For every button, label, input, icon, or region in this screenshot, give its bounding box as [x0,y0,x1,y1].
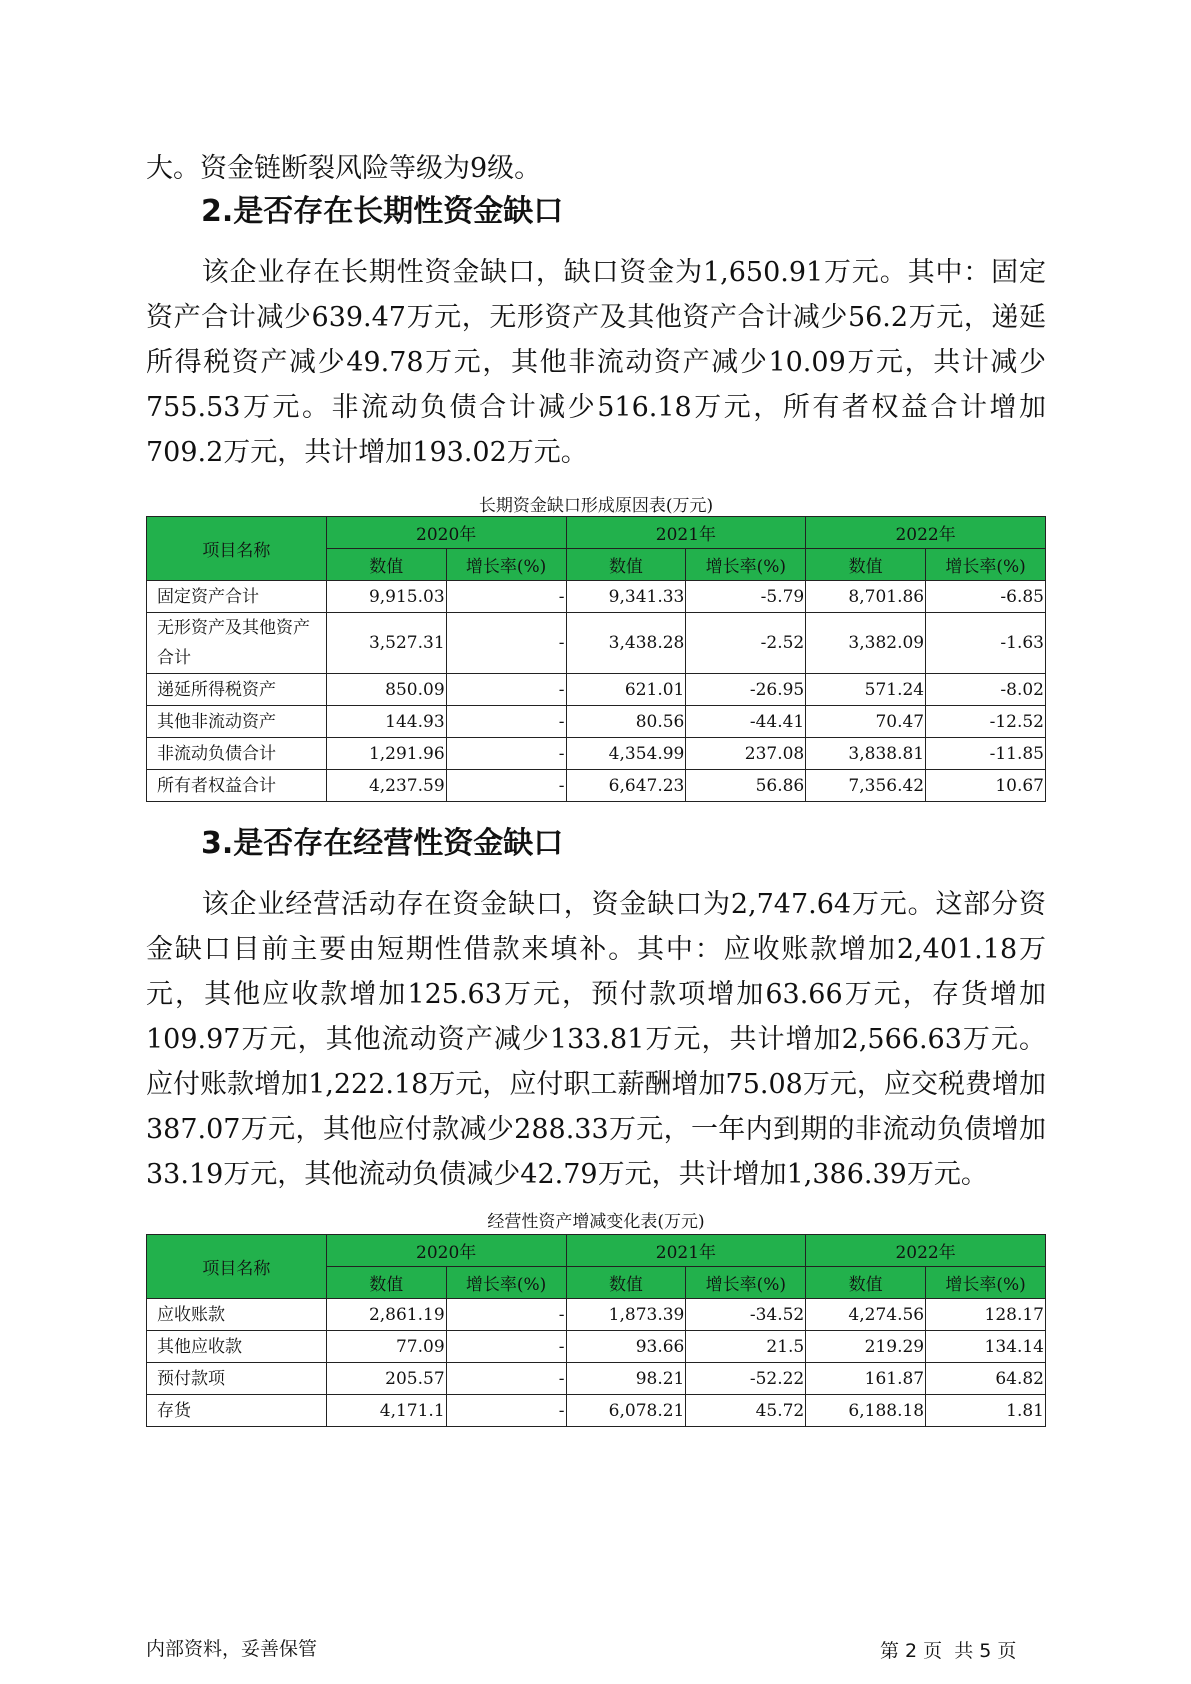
header-value: 数值 [566,1267,686,1299]
intro-paragraph: 大。资金链断裂风险等级为9级。 [146,153,542,184]
row-item-name: 其他非流动资产 [147,706,327,738]
table-row [147,613,1046,674]
value-cell: 4,171.1 [326,1395,446,1427]
growth-rate-cell: -1.63 [926,613,1046,674]
growth-rate-cell: -26.95 [686,674,806,706]
header-growth: 增长率(%) [926,1267,1046,1299]
header-year-2022: 2022年 [806,517,1046,549]
footer-confidential-note: 内部资料，妥善保管 [146,1638,318,1660]
value-cell: 4,354.99 [566,738,686,770]
growth-rate-cell: -8.02 [926,674,1046,706]
row-item-name: 所有者权益合计 [147,770,327,802]
table-row [147,674,1046,706]
row-item-name: 非流动负债合计 [147,738,327,770]
header-growth: 增长率(%) [686,549,806,581]
header-value: 数值 [806,1267,926,1299]
footer-page-number: 第 2 页 共 5 页 [880,1640,1017,1662]
growth-rate-cell: 1.81 [926,1395,1046,1427]
header-year-2020: 2020年 [326,517,566,549]
table-row [147,1299,1046,1331]
table1-body [147,581,1046,802]
growth-rate-cell: 64.82 [926,1363,1046,1395]
header-value: 数值 [806,549,926,581]
value-cell: 6,188.18 [806,1395,926,1427]
value-cell: 7,356.42 [806,770,926,802]
value-cell: 2,861.19 [326,1299,446,1331]
value-cell: 621.01 [566,674,686,706]
table2-body [147,1299,1046,1427]
growth-rate-cell: - [446,674,566,706]
row-item-name: 固定资产合计 [147,581,327,613]
growth-rate-cell: - [446,1395,566,1427]
header-value: 数值 [326,1267,446,1299]
value-cell: 3,527.31 [326,613,446,674]
value-cell: 80.56 [566,706,686,738]
growth-rate-cell: -44.41 [686,706,806,738]
header-value: 数值 [566,549,686,581]
table-row [147,770,1046,802]
header-year-2021: 2021年 [566,517,806,549]
table-row [147,1363,1046,1395]
table2-caption: 经营性资产增减变化表(万元) [487,1212,705,1232]
growth-rate-cell: 237.08 [686,738,806,770]
growth-rate-cell: -34.52 [686,1299,806,1331]
growth-rate-cell: - [446,770,566,802]
value-cell: 8,701.86 [806,581,926,613]
table-row [147,706,1046,738]
header-year-2022: 2022年 [806,1235,1046,1267]
value-cell: 571.24 [806,674,926,706]
growth-rate-cell: -6.85 [926,581,1046,613]
value-cell: 3,438.28 [566,613,686,674]
table-row [147,738,1046,770]
value-cell: 9,915.03 [326,581,446,613]
growth-rate-cell: 45.72 [686,1395,806,1427]
value-cell: 4,274.56 [806,1299,926,1331]
header-growth: 增长率(%) [926,549,1046,581]
growth-rate-cell: 21.5 [686,1331,806,1363]
row-item-name: 无形资产及其他资产合计 [147,613,327,674]
table-row [147,1395,1046,1427]
growth-rate-cell: 134.14 [926,1331,1046,1363]
growth-rate-cell: -12.52 [926,706,1046,738]
value-cell: 161.87 [806,1363,926,1395]
growth-rate-cell: -2.52 [686,613,806,674]
growth-rate-cell: 10.67 [926,770,1046,802]
value-cell: 1,873.39 [566,1299,686,1331]
table-row [147,1331,1046,1363]
value-cell: 9,341.33 [566,581,686,613]
section3-heading: 3.是否存在经营性资金缺口 [201,826,564,861]
row-item-name: 存货 [147,1395,327,1427]
growth-rate-cell: -11.85 [926,738,1046,770]
header-growth: 增长率(%) [446,549,566,581]
header-item-name: 项目名称 [147,517,327,581]
value-cell: 144.93 [326,706,446,738]
row-item-name: 递延所得税资产 [147,674,327,706]
growth-rate-cell: - [446,706,566,738]
table-row [147,581,1046,613]
growth-rate-cell: - [446,581,566,613]
value-cell: 4,237.59 [326,770,446,802]
growth-rate-cell: - [446,1299,566,1331]
operating-assets-table [146,1234,1046,1427]
value-cell: 1,291.96 [326,738,446,770]
growth-rate-cell: - [446,613,566,674]
value-cell: 6,647.23 [566,770,686,802]
section3-paragraph: 该企业经营活动存在资金缺口，资金缺口为2,747.64万元。这部分资金缺口目前主要由短期性借款来填补。其中：应收账款增加2,401.18万元，其他应收款增加125.63万元，预付款项增加63.66万元，存货增加109.97万元，其他流动资产减少133.81万元，共计增加2,566.63万元。应付账款增加1,222.18万元，应付职工薪酬增加75.08万元，应交税费增加387.07万元，其他应付款减少288.33万元，一年内到期的非流动负债增加33.19万元，其他流动负债减少42.79万元，共计增加1,386.39万元。 [146,889,1046,1190]
long-term-gap-table [146,516,1046,802]
section2-paragraph: 该企业存在长期性资金缺口，缺口资金为1,650.91万元。其中：固定资产合计减少639.47万元，无形资产及其他资产合计减少56.2万元，递延所得税资产减少49.78万元，其他非流动资产减少10.09万元，共计减少755.53万元。非流动负债合计减少516.18万元，所有者权益合计增加709.2万元，共计增加193.02万元。 [146,257,1046,468]
value-cell: 77.09 [326,1331,446,1363]
growth-rate-cell: -5.79 [686,581,806,613]
growth-rate-cell: - [446,738,566,770]
growth-rate-cell: 128.17 [926,1299,1046,1331]
value-cell: 3,382.09 [806,613,926,674]
header-growth: 增长率(%) [686,1267,806,1299]
value-cell: 98.21 [566,1363,686,1395]
header-year-2020: 2020年 [326,1235,566,1267]
value-cell: 850.09 [326,674,446,706]
row-item-name: 其他应收款 [147,1331,327,1363]
growth-rate-cell: - [446,1331,566,1363]
header-value: 数值 [326,549,446,581]
section2-heading: 2.是否存在长期性资金缺口 [201,194,564,229]
value-cell: 205.57 [326,1363,446,1395]
growth-rate-cell: -52.22 [686,1363,806,1395]
row-item-name: 预付款项 [147,1363,327,1395]
value-cell: 219.29 [806,1331,926,1363]
header-item-name: 项目名称 [147,1235,327,1299]
growth-rate-cell: - [446,1363,566,1395]
value-cell: 6,078.21 [566,1395,686,1427]
header-year-2021: 2021年 [566,1235,806,1267]
value-cell: 3,838.81 [806,738,926,770]
header-growth: 增长率(%) [446,1267,566,1299]
value-cell: 70.47 [806,706,926,738]
value-cell: 93.66 [566,1331,686,1363]
growth-rate-cell: 56.86 [686,770,806,802]
table1-caption: 长期资金缺口形成原因表(万元) [478,496,714,516]
row-item-name: 应收账款 [147,1299,327,1331]
